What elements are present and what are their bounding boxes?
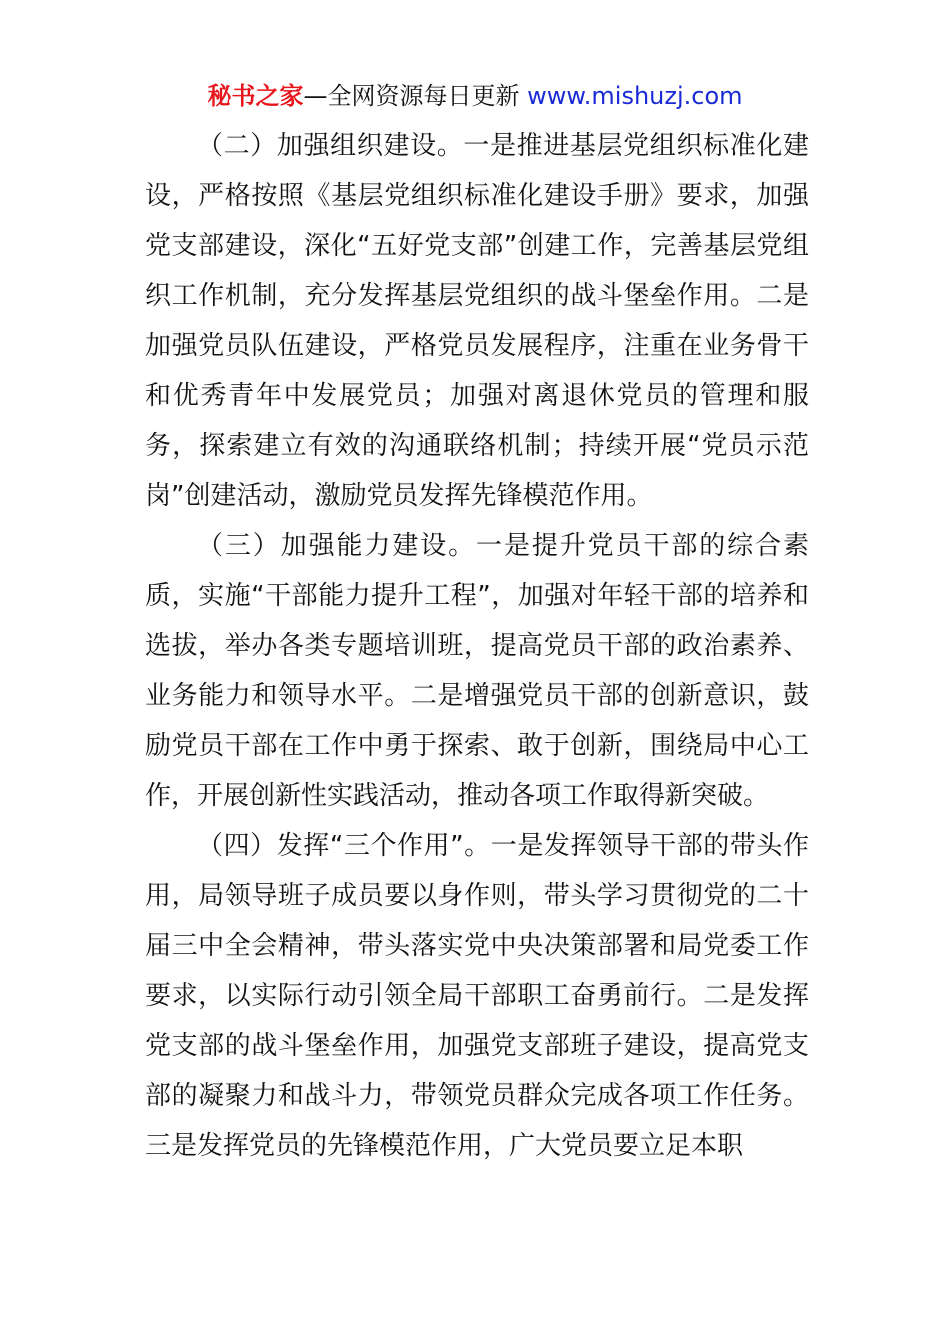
site-url-link[interactable]: www.mishuzj.com (527, 82, 743, 110)
site-tagline: —全网资源每日更新 (303, 82, 528, 110)
paragraph-capacity-building: （三）加强能力建设。一是提升党员干部的综合素质，实施“干部能力提升工程”，加强对年轻干部的培养和选拔，举办各类专题培训班，提高党员干部的政治素养、业务能力和领导水平。二是增强党员干部的创新意识，鼓励党员干部在工作中勇于探索、敢于创新，围绕局中心工作，开展创新性实践活动，推动各项工作取得新突破。 (145, 531, 809, 811)
paragraph-organization-building: （二）加强组织建设。一是推进基层党组织标准化建设，严格按照《基层党组织标准化建设手册》要求，加强党支部建设，深化“五好党支部”创建工作，完善基层党组织工作机制，充分发挥基层党组织的战斗堡垒作用。二是加强党员队伍建设，严格党员发展程序，注重在业务骨干和优秀青年中发展党员；加强对离退休党员的管理和服务，探索建立有效的沟通联络机制；持续开展“党员示范岗”创建活动，激励党员发挥先锋模范作用。 (145, 131, 809, 511)
document-body (145, 121, 809, 1171)
site-header (0, 80, 950, 112)
site-brand: 秘书之家 (207, 82, 304, 110)
paragraph-three-roles: （四）发挥“三个作用”。一是发挥领导干部的带头作用，局领导班子成员要以身作则，带头学习贯彻党的二十届三中全会精神，带头落实党中央决策部署和局党委工作要求，以实际行动引领全局干部职工奋勇前行。二是发挥党支部的战斗堡垒作用，加强党支部班子建设，提高党支部的凝聚力和战斗力，带领党员群众完成各项工作任务。三是发挥党员的先锋模范作用，广大党员要立足本职 (145, 831, 809, 1161)
